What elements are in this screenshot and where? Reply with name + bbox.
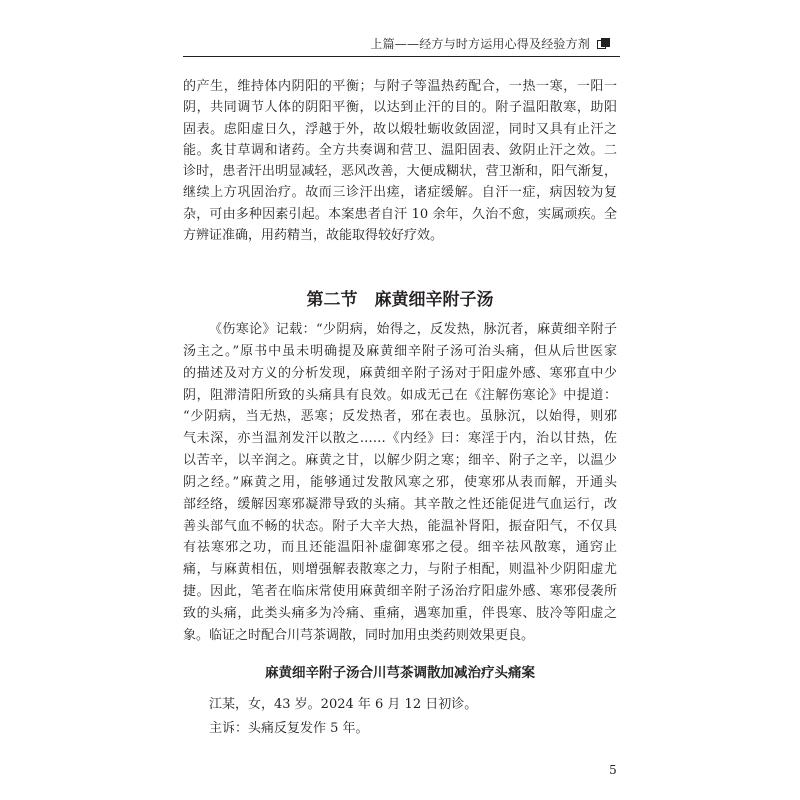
section-heading: 第二节 麻黄细辛附子汤 (306, 290, 494, 310)
text-line: 杂，可由多种因素引起。本案患者自汗 10 余年，久治不愈，实属顽疾。全 (183, 206, 617, 222)
text-line: 方辨证准确，用药精当，故能取得较好疗效。 (183, 228, 444, 244)
text-line: 部经络，缓解因寒邪凝滞导致的头痛。其辛散之性还能促进气血运行，改 (183, 496, 617, 512)
running-header-title: 上篇——经方与时方运用心得及经验方剂 (370, 37, 590, 51)
text-line: “少阴病，当无热，恶寒；反发热者，邪在表也。虽脉沉，以始得，则邪 (183, 409, 617, 425)
text-line: 的产生，维持体内阴阳的平衡；与附子等温热药配合，一热一寒，一阳一 (183, 79, 617, 94)
page-number: 5 (609, 763, 617, 777)
text-line: 继续上方巩固治疗。故而三诊汗出瘥，诸症缓解。自汗一症，病因较为复 (183, 185, 617, 201)
text-line: 固表。虑阳虚日久，浮越于外，故以煅牡蛎收敛固涩，同时又具有止汗之 (183, 121, 617, 137)
square-bookmark-icon (597, 38, 610, 50)
text-line: 汤主之。”原书中虽未明确提及麻黄细辛附子汤可治头痛，但从后世医家 (183, 343, 617, 359)
text-line: 象。临证之时配合川芎茶调散，同时加用虫类药则效果更良。 (183, 627, 535, 643)
text-line: 阴，共同调节人体的阴阳平衡，以达到止汗的目的。附子温阳散寒，助阳 (183, 100, 617, 116)
case-subheading: 麻黄细辛附子汤合川芎茶调散加减治疗头痛案 (265, 665, 535, 681)
paragraph-section-intro (183, 319, 617, 647)
header-divider (183, 56, 620, 57)
case-complaint-line: 主诉：头痛反复发作 5 年。 (209, 721, 369, 736)
text-line: 阴之经。”麻黄之用，能够通过发散风寒之邪，使寒邪从表而解，开通头 (183, 474, 617, 490)
text-line: 以苦辛，以辛润之。麻黄之甘，以解少阴之寒；细辛、附子之辛，以温少 (183, 453, 617, 469)
case-patient-line: 江某，女，43 岁。2024 年 6 月 12 日初诊。 (209, 697, 478, 712)
text-line: 痛，与麻黄相伍，则增强解表散寒之力，与附子相配，则温补少阴阳虚尤 (183, 562, 617, 578)
text-line: 《伤寒论》记载：“少阴病，始得之，反发热，脉沉者，麻黄细辛附子 (209, 322, 617, 337)
paragraph-continuation (183, 76, 617, 246)
text-line: 能。炙甘草调和诸药。全方共奏调和营卫、温阳固表、敛阴止汗之效。二 (183, 142, 617, 158)
text-line: 善头部气血不畅的状态。附子大辛大热，能温补肾阳，振奋阳气，不仅具 (183, 518, 617, 534)
text-line: 致的头痛，此类头痛多为冷痛、重痛，遇寒加重，伴畏寒、肢冷等阳虚之 (183, 605, 617, 621)
text-line: 的描述及对方义的分析发现，麻黄细辛附子汤对于阳虚外感、寒邪直中少 (183, 365, 617, 381)
case-record (183, 693, 617, 741)
text-line: 气未深，亦当温剂发汗以散之……《内经》曰：寒淫于内，治以甘热，佐 (183, 431, 617, 447)
text-line: 有祛寒邪之功，而且还能温阳补虚御寒邪之侵。细辛祛风散寒，通窍止 (183, 540, 617, 556)
text-line: 捷。因此，笔者在临床常使用麻黄细辛附子汤治疗阳虚外感、寒邪侵袭所 (183, 584, 617, 600)
text-line: 阴，阻滞清阳所致的头痛具有良效。如成无己在《注解伤寒论》中提道： (183, 387, 617, 403)
text-line: 诊时，患者汗出明显减轻，恶风改善，大便成糊状，营卫渐和，阳气渐复， (183, 164, 617, 180)
